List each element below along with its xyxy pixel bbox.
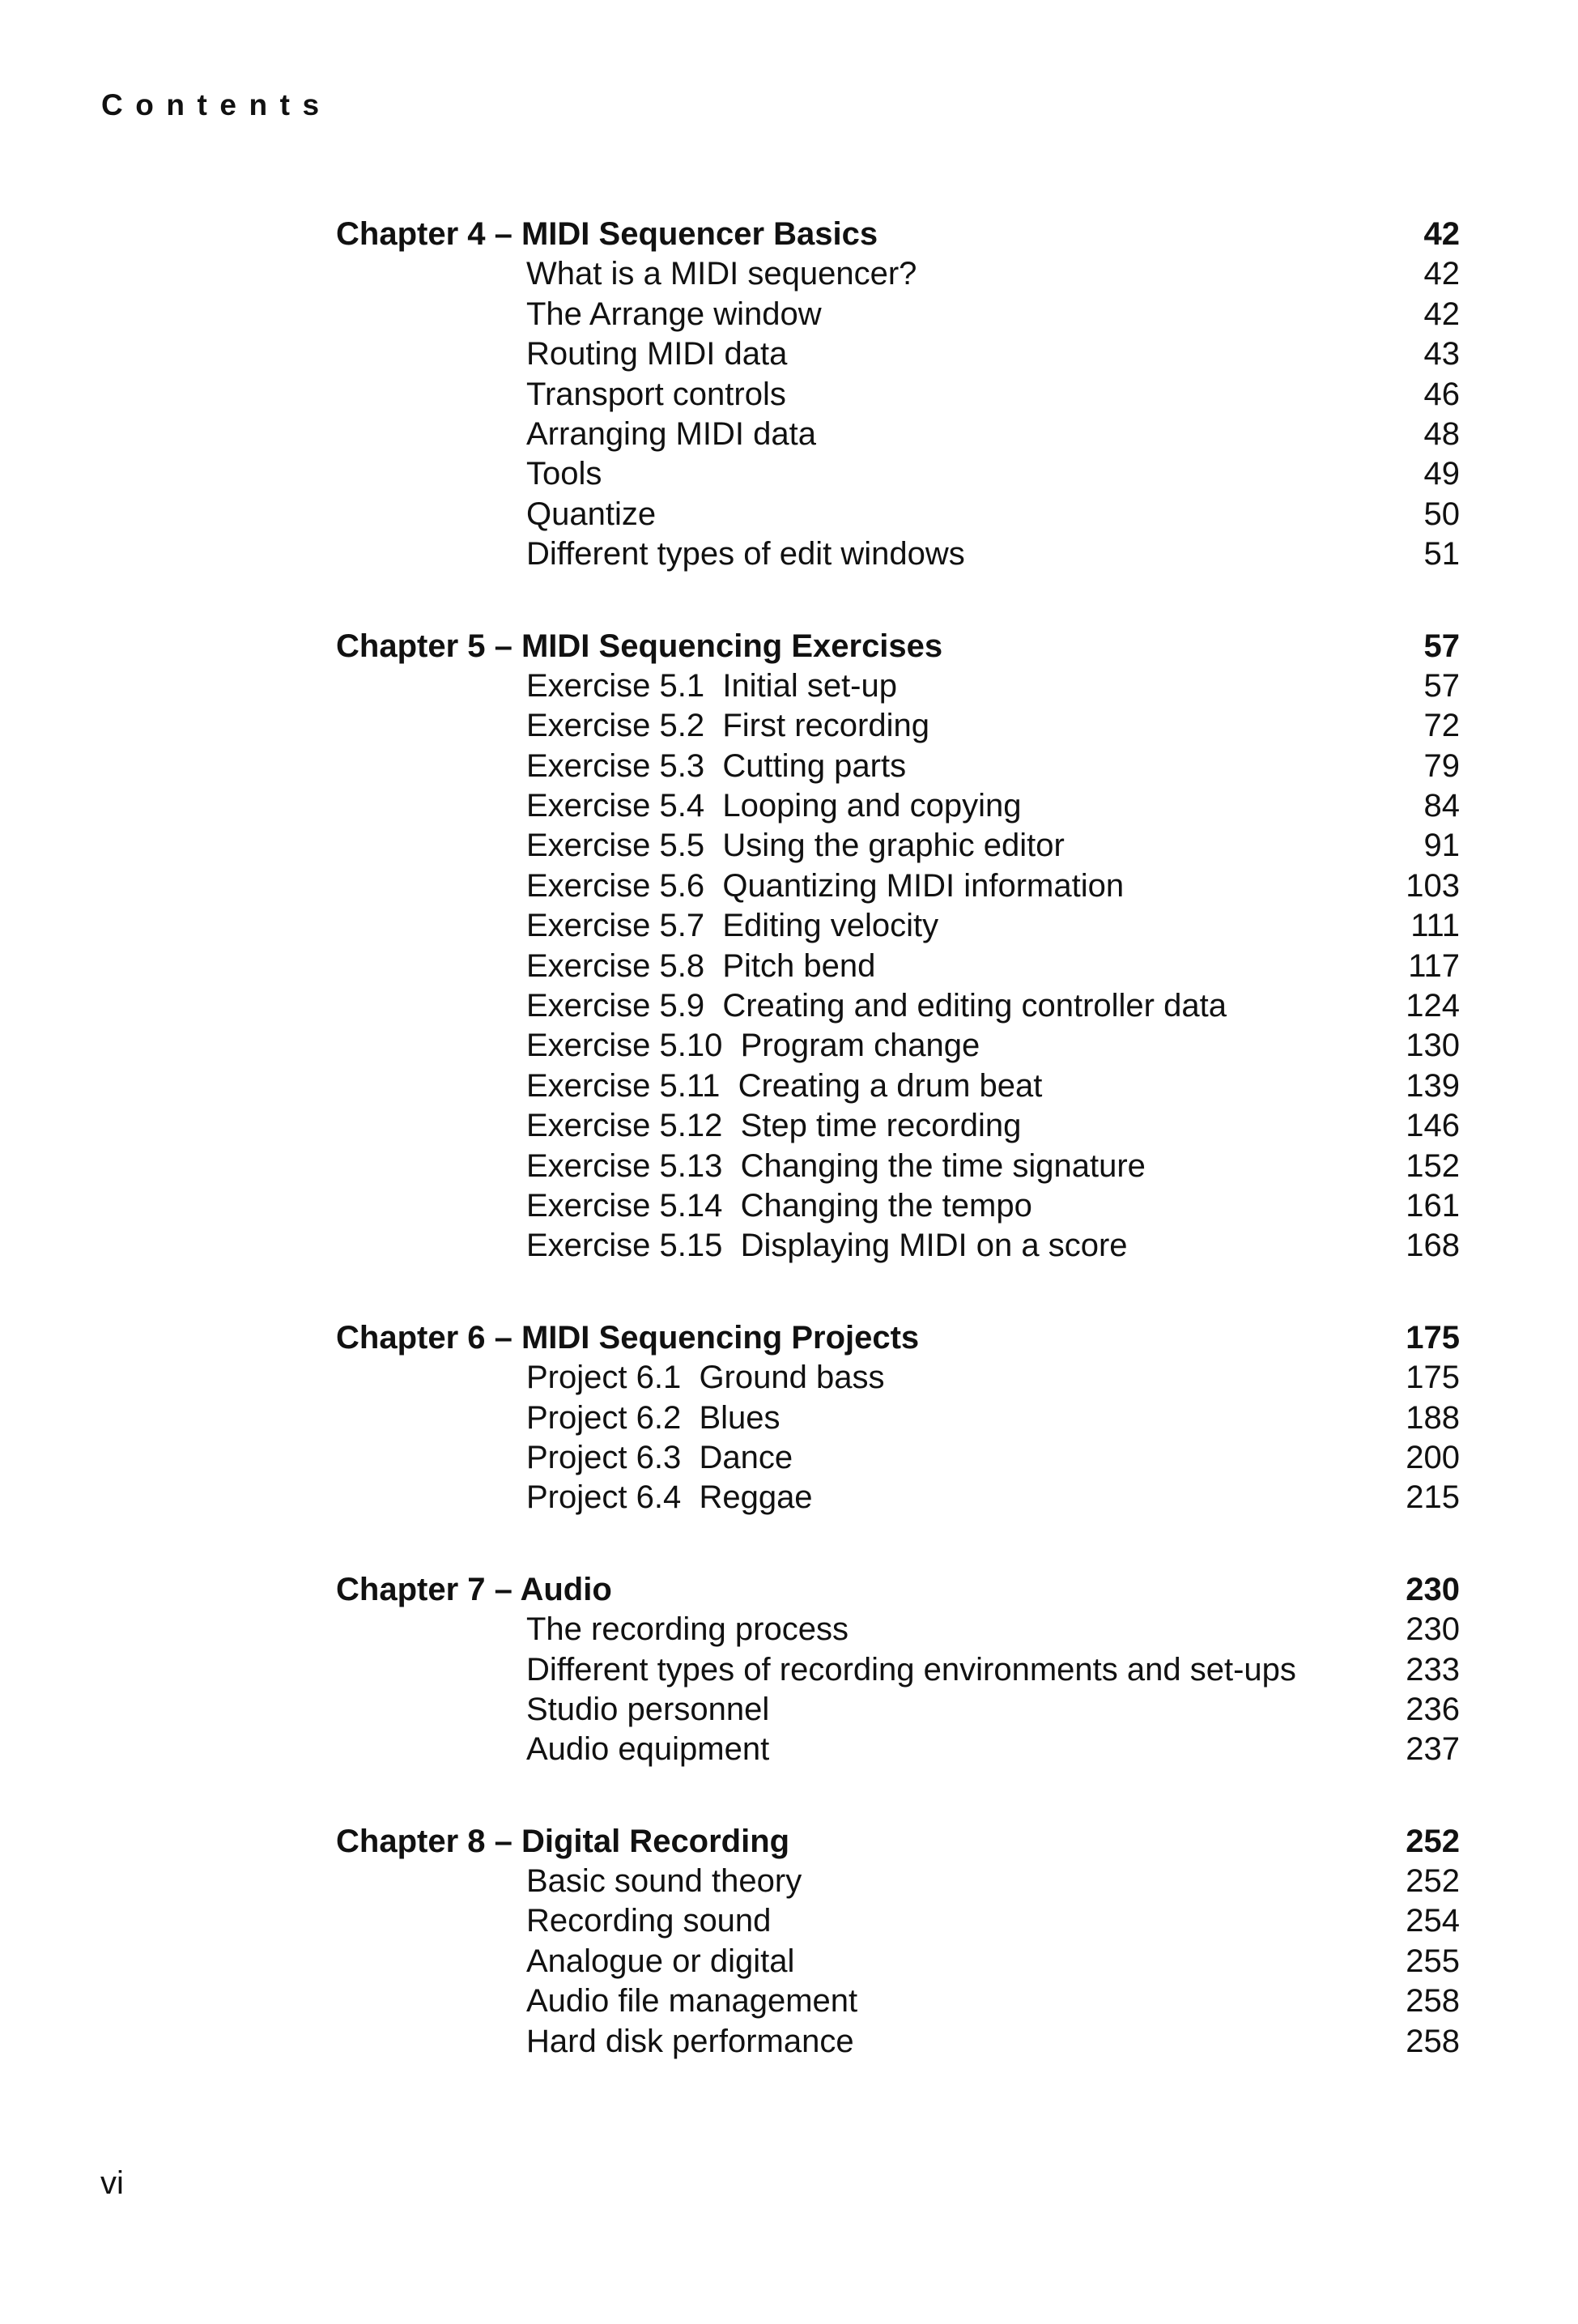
entry-title: Audio equipment xyxy=(526,1731,770,1768)
toc-entry xyxy=(336,786,1460,826)
chapter-heading xyxy=(336,1822,1460,1862)
toc-entry xyxy=(336,1610,1460,1649)
entry-title: Tools xyxy=(526,456,602,492)
chapter-page-number: 252 xyxy=(1406,1823,1460,1859)
entry-title: Exercise 5.15 Displaying MIDI on a score xyxy=(526,1228,1128,1264)
entry-title: Transport controls xyxy=(526,376,786,412)
entry-page-number: 230 xyxy=(1406,1611,1460,1648)
chapter-block xyxy=(336,1822,1460,2062)
entry-title: Exercise 5.8 Pitch bend xyxy=(526,947,876,984)
entry-page-number: 130 xyxy=(1406,1028,1460,1064)
chapter-block xyxy=(336,1318,1460,1518)
entry-page-number: 42 xyxy=(1423,296,1460,332)
toc-entry xyxy=(336,826,1460,866)
entry-title: Exercise 5.1 Initial set-up xyxy=(526,667,897,704)
chapter-page-number: 175 xyxy=(1406,1319,1460,1356)
toc-entry xyxy=(336,495,1460,534)
entry-page-number: 255 xyxy=(1406,1943,1460,1979)
entry-title: Studio personnel xyxy=(526,1691,770,1727)
entry-page-number: 117 xyxy=(1408,947,1460,984)
entry-page-number: 91 xyxy=(1423,828,1460,864)
entry-title: Exercise 5.3 Cutting parts xyxy=(526,747,907,784)
entry-page-number: 43 xyxy=(1423,336,1460,372)
toc-entry xyxy=(336,1438,1460,1478)
page-number: vi xyxy=(100,2165,124,2201)
entry-page-number: 152 xyxy=(1406,1147,1460,1184)
entry-title: Different types of recording environments and set-ups xyxy=(526,1651,1296,1688)
entry-page-number: 139 xyxy=(1406,1067,1460,1104)
chapter-block xyxy=(336,215,1460,575)
toc-entry xyxy=(336,1226,1460,1266)
entry-page-number: 42 xyxy=(1423,256,1460,292)
toc-entry xyxy=(336,295,1460,334)
entry-title: Recording sound xyxy=(526,1903,772,1939)
toc-entry xyxy=(336,866,1460,906)
entry-page-number: 258 xyxy=(1406,2023,1460,2059)
entry-title: Basic sound theory xyxy=(526,1863,802,1900)
table-of-contents xyxy=(336,215,1460,2113)
entry-page-number: 49 xyxy=(1423,456,1460,492)
entry-title: Analogue or digital xyxy=(526,1943,795,1979)
toc-entry xyxy=(336,706,1460,746)
entry-page-number: 79 xyxy=(1423,747,1460,784)
entry-page-number: 237 xyxy=(1406,1731,1460,1768)
entry-title: Arranging MIDI data xyxy=(526,415,816,452)
toc-entry xyxy=(336,1358,1460,1398)
running-head: Contents xyxy=(101,88,332,121)
entry-title: Exercise 5.13 Changing the time signature xyxy=(526,1147,1146,1184)
entry-page-number: 215 xyxy=(1406,1479,1460,1516)
toc-entry xyxy=(336,375,1460,415)
entry-title: Exercise 5.14 Changing the tempo xyxy=(526,1187,1032,1224)
entry-title: Project 6.2 Blues xyxy=(526,1399,780,1436)
chapter-page-number: 57 xyxy=(1423,628,1460,664)
entry-title: Exercise 5.4 Looping and copying xyxy=(526,788,1022,824)
toc-entry xyxy=(336,747,1460,786)
toc-entry xyxy=(336,1690,1460,1730)
toc-entry xyxy=(336,454,1460,494)
entry-title: Quantize xyxy=(526,496,657,532)
entry-title: Routing MIDI data xyxy=(526,336,788,372)
entry-page-number: 168 xyxy=(1406,1228,1460,1264)
entry-page-number: 48 xyxy=(1423,415,1460,452)
entry-title: Exercise 5.11 Creating a drum beat xyxy=(526,1067,1043,1104)
chapter-page-number: 42 xyxy=(1423,216,1460,252)
toc-entry xyxy=(336,1186,1460,1226)
entry-page-number: 146 xyxy=(1406,1108,1460,1144)
entry-page-number: 51 xyxy=(1423,536,1460,572)
toc-entry xyxy=(336,1981,1460,2021)
entry-page-number: 111 xyxy=(1410,908,1460,944)
toc-entry xyxy=(336,1066,1460,1106)
entry-page-number: 200 xyxy=(1406,1439,1460,1475)
entry-page-number: 258 xyxy=(1406,1983,1460,2020)
toc-entry xyxy=(336,254,1460,294)
chapter-page-number: 230 xyxy=(1406,1571,1460,1607)
chapter-title: Chapter 5 – MIDI Sequencing Exercises xyxy=(336,628,943,664)
toc-entry xyxy=(336,1106,1460,1146)
entry-title: Hard disk performance xyxy=(526,2023,854,2059)
chapter-block xyxy=(336,1570,1460,1770)
entry-title: Exercise 5.10 Program change xyxy=(526,1028,980,1064)
toc-entry xyxy=(336,1942,1460,1981)
entry-page-number: 254 xyxy=(1406,1903,1460,1939)
entry-title: Exercise 5.7 Editing velocity xyxy=(526,908,939,944)
toc-entry xyxy=(336,666,1460,706)
chapter-title: Chapter 4 – MIDI Sequencer Basics xyxy=(336,216,878,252)
entry-title: Audio file management xyxy=(526,1983,858,2020)
toc-entry xyxy=(336,1901,1460,1941)
entry-page-number: 188 xyxy=(1406,1399,1460,1436)
entry-title: Project 6.4 Reggae xyxy=(526,1479,813,1516)
entry-page-number: 161 xyxy=(1406,1187,1460,1224)
entry-title: The Arrange window xyxy=(526,296,822,332)
entry-page-number: 46 xyxy=(1423,376,1460,412)
entry-page-number: 103 xyxy=(1406,867,1460,904)
entry-page-number: 84 xyxy=(1423,788,1460,824)
chapter-title: Chapter 6 – MIDI Sequencing Projects xyxy=(336,1319,920,1356)
toc-entry xyxy=(336,986,1460,1026)
entry-page-number: 50 xyxy=(1423,496,1460,532)
toc-entry xyxy=(336,1147,1460,1186)
entry-page-number: 175 xyxy=(1406,1360,1460,1396)
entry-title: Exercise 5.9 Creating and editing controller data xyxy=(526,988,1227,1024)
toc-entry xyxy=(336,1650,1460,1690)
entry-title: What is a MIDI sequencer? xyxy=(526,256,917,292)
entry-title: Exercise 5.6 Quantizing MIDI information xyxy=(526,867,1125,904)
entry-page-number: 72 xyxy=(1423,708,1460,744)
toc-entry xyxy=(336,1730,1460,1769)
toc-entry xyxy=(336,2022,1460,2062)
entry-page-number: 233 xyxy=(1406,1651,1460,1688)
toc-entry xyxy=(336,947,1460,986)
chapter-heading xyxy=(336,1570,1460,1610)
toc-entry xyxy=(336,1862,1460,1901)
chapter-heading xyxy=(336,627,1460,666)
toc-entry xyxy=(336,1398,1460,1438)
entry-title: Project 6.3 Dance xyxy=(526,1439,793,1475)
toc-entry xyxy=(336,334,1460,374)
entry-title: Exercise 5.12 Step time recording xyxy=(526,1108,1022,1144)
chapter-title: Chapter 7 – Audio xyxy=(336,1571,612,1607)
toc-entry xyxy=(336,906,1460,946)
entry-page-number: 57 xyxy=(1423,667,1460,704)
entry-title: Exercise 5.5 Using the graphic editor xyxy=(526,828,1065,864)
entry-page-number: 124 xyxy=(1406,988,1460,1024)
toc-entry xyxy=(336,534,1460,574)
entry-page-number: 252 xyxy=(1406,1863,1460,1900)
entry-title: The recording process xyxy=(526,1611,849,1648)
entry-title: Different types of edit windows xyxy=(526,536,965,572)
chapter-heading xyxy=(336,215,1460,254)
chapter-block xyxy=(336,627,1460,1266)
entry-title: Exercise 5.2 First recording xyxy=(526,708,929,744)
entry-page-number: 236 xyxy=(1406,1691,1460,1727)
chapter-title: Chapter 8 – Digital Recording xyxy=(336,1823,790,1859)
toc-entry xyxy=(336,1026,1460,1066)
toc-entry xyxy=(336,1478,1460,1517)
chapter-heading xyxy=(336,1318,1460,1358)
entry-title: Project 6.1 Ground bass xyxy=(526,1360,885,1396)
toc-entry xyxy=(336,415,1460,454)
